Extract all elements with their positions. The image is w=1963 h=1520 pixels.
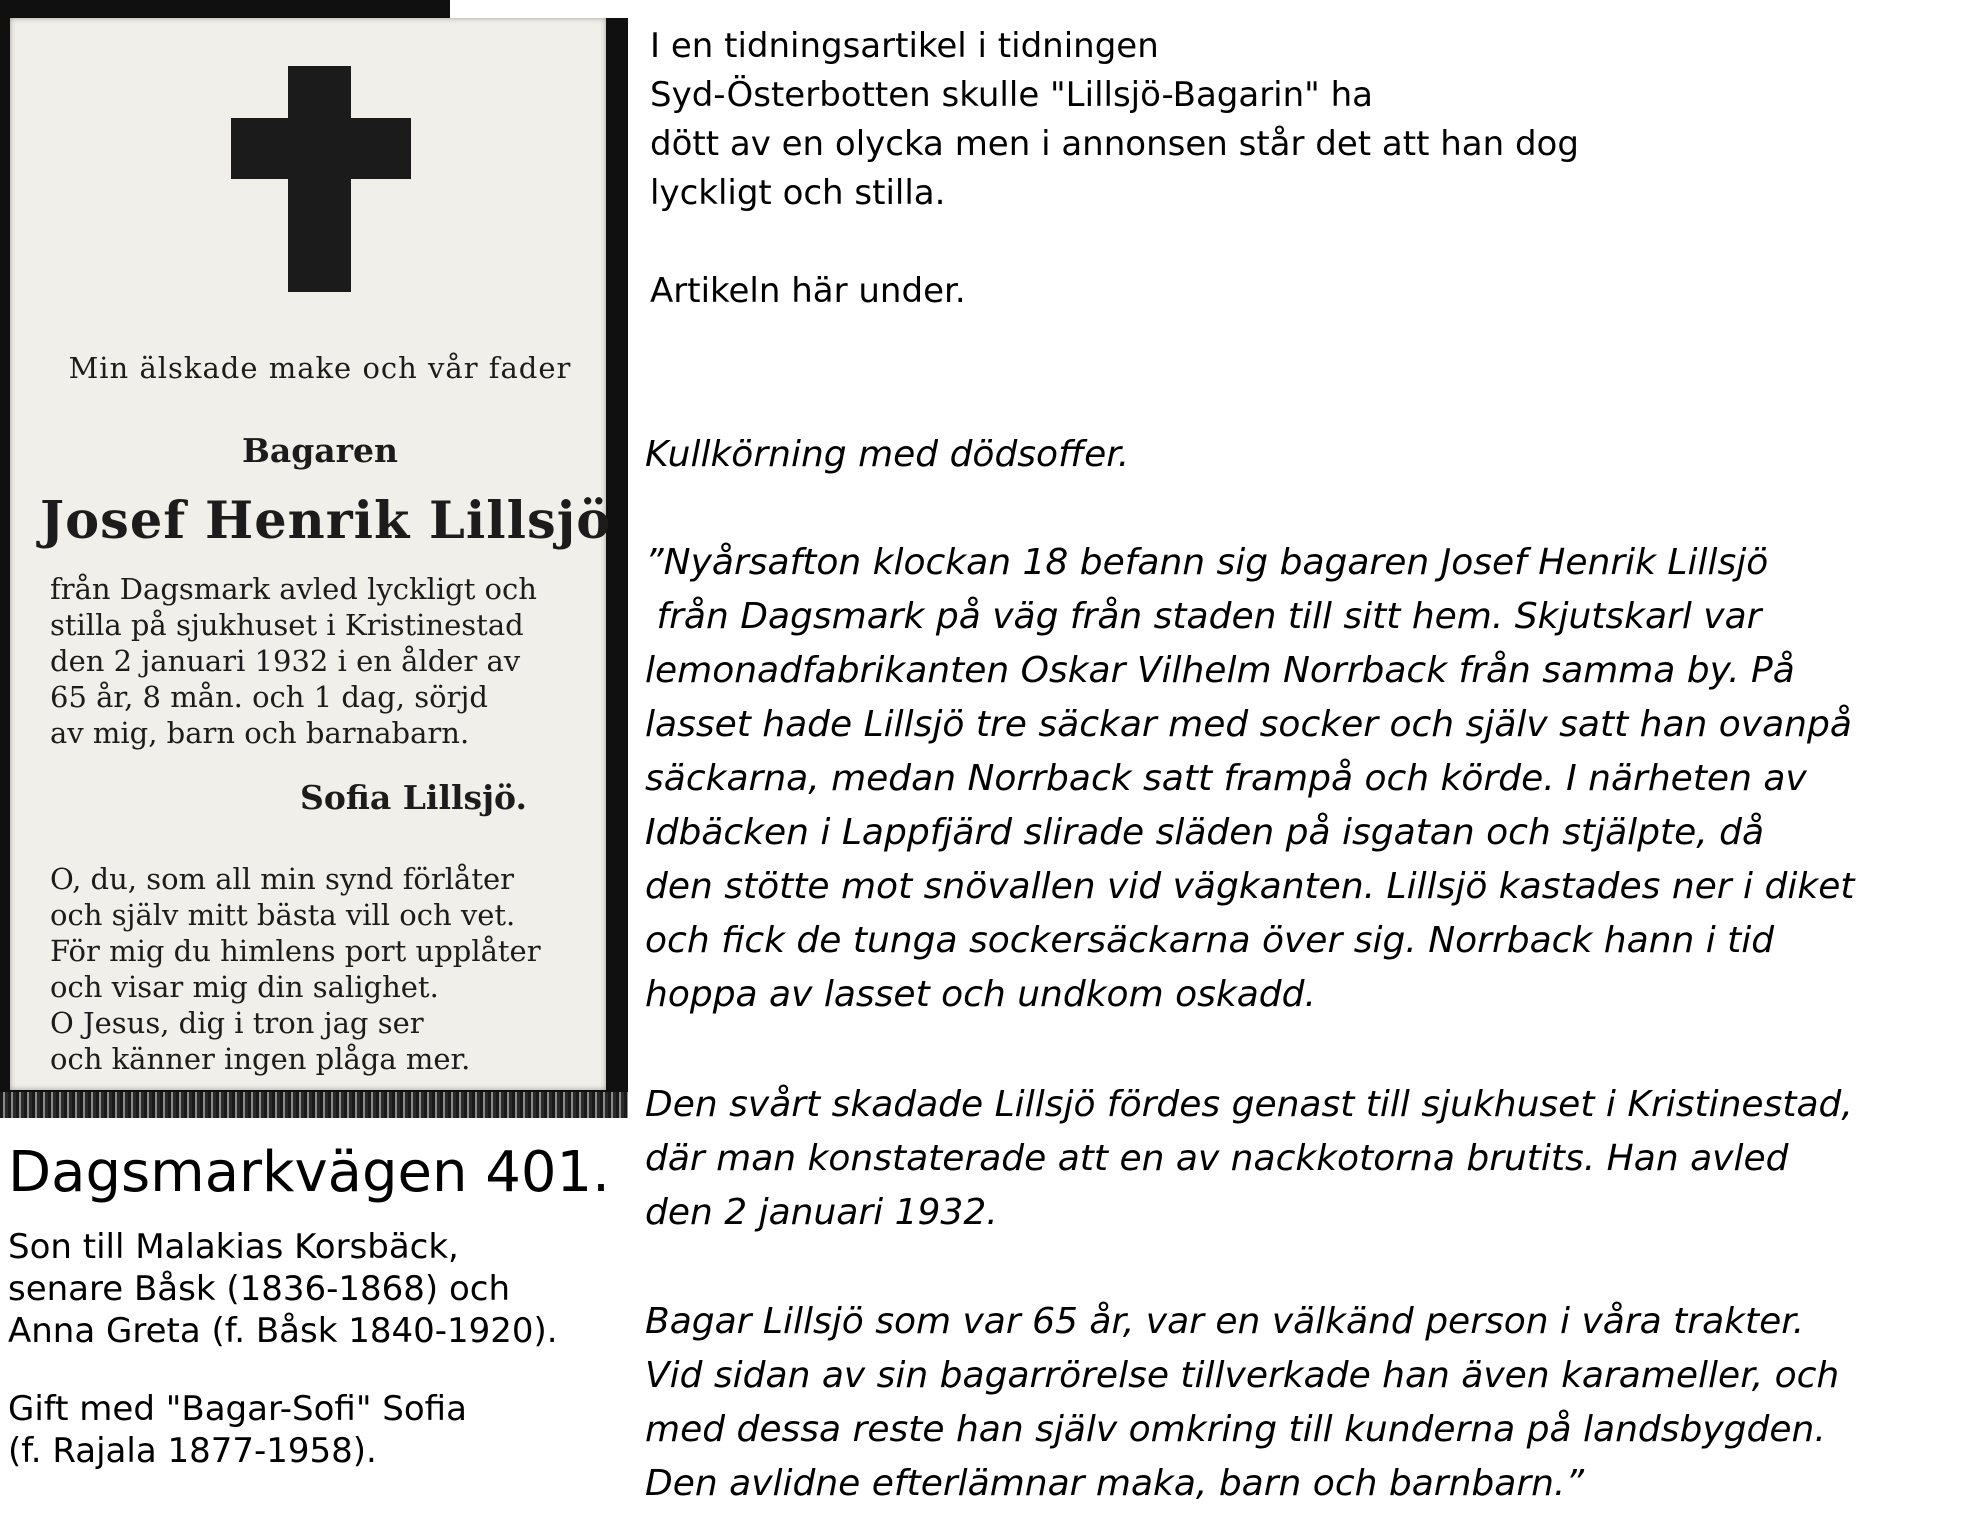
clipping-torn-corner <box>450 0 640 18</box>
caption-line: Anna Greta (f. Båsk 1840-1920). <box>8 1311 558 1351</box>
article-paragraph-3 <box>645 1295 1839 1511</box>
obituary-clipping <box>0 0 628 1118</box>
article-line: Vid sidan av sin bagarrörelse tillverkade han även karameller, och <box>645 1355 1840 1396</box>
address-heading: Dagsmarkvägen 401. <box>8 1140 610 1205</box>
obituary-body-line: 65 år, 8 mån. och 1 dag, sörjd <box>50 680 488 714</box>
article-line: där man konstaterade att en av nackkotorna brutits. Han avled <box>645 1138 1789 1179</box>
obituary-body <box>50 571 610 751</box>
article-line: den 2 januari 1932. <box>645 1192 998 1233</box>
obituary-body-line: stilla på sjukhuset i Kristinestad <box>50 608 524 642</box>
intro-line: dött av en olycka men i annonsen står det att han dog <box>650 124 1579 164</box>
cross-horizontal-bar <box>231 118 411 179</box>
clipping-bottom-edge <box>0 1092 628 1118</box>
obituary-signature: Sofia Lillsjö. <box>300 778 527 817</box>
caption-line: Gift med "Bagar-Sofi" Sofia <box>8 1389 467 1429</box>
intro-line: lyckligt och stilla. <box>650 173 946 213</box>
obituary-body-line: av mig, barn och barnabarn. <box>50 716 470 750</box>
caption-line: senare Båsk (1836-1868) och <box>8 1269 511 1309</box>
spouse-caption <box>8 1388 467 1472</box>
verse-line: och känner ingen plåga mer. <box>50 1042 471 1076</box>
obituary-body-line: den 2 januari 1932 i en ålder av <box>50 644 521 678</box>
article-line: från Dagsmark på väg från staden till sitt hem. Skjutskarl var <box>645 596 1762 637</box>
obituary-title: Bagaren <box>241 431 399 470</box>
cross-vertical-bar <box>288 66 351 292</box>
article-line: Idbäcken i Lappfjärd slirade släden på isgatan och stjälpte, då <box>645 812 1765 853</box>
caption-line: (f. Rajala 1877-1958). <box>8 1431 377 1471</box>
article-line: Den svårt skadade Lillsjö fördes genast till sjukhuset i Kristinestad, <box>645 1084 1853 1125</box>
article-line: Bagar Lillsjö som var 65 år, var en välkänd person i våra trakter. <box>645 1301 1805 1342</box>
article-heading: Kullkörning med dödsoffer. <box>645 434 1130 475</box>
verse-line: och visar mig din salighet. <box>50 970 439 1004</box>
verse-line: O Jesus, dig i tron jag ser <box>50 1006 424 1040</box>
article-line: med dessa reste han själv omkring till kunderna på landsbygden. <box>645 1409 1826 1450</box>
article-line: lemonadfabrikanten Oskar Vilhelm Norrback från samma by. På <box>645 650 1795 691</box>
intro-spacer <box>650 218 1579 267</box>
clipping-paper <box>10 18 612 1090</box>
parents-caption <box>8 1226 558 1352</box>
intro-note: Artikeln här under. <box>650 271 966 311</box>
article-line: ”Nyårsafton klockan 18 befann sig bagaren Josef Henrik Lillsjö <box>645 542 1769 583</box>
article-line: säckarna, medan Norrback satt frampå och körde. I närheten av <box>645 758 1807 799</box>
article-line: och fick de tunga sockersäckarna över sig. Norrback hann i tid <box>645 920 1775 961</box>
cross-icon <box>231 66 411 292</box>
verse-line: O, du, som all min synd förlåter <box>50 862 514 896</box>
intro-line: I en tidningsartikel i tidningen <box>650 26 1159 66</box>
obituary-name: Josef Henrik Lillsjö <box>40 491 612 551</box>
intro-line: Syd-Österbotten skulle "Lillsjö-Bagarin" ha <box>650 75 1373 115</box>
obituary-body-line: från Dagsmark avled lyckligt och <box>50 572 537 606</box>
obituary-verse <box>50 861 610 1077</box>
article-paragraph-1 <box>645 536 1854 1022</box>
caption-line: Son till Malakias Korsbäck, <box>8 1227 459 1267</box>
article-line: den stötte mot snövallen vid vägkanten. Lillsjö kastades ner i diket <box>645 866 1855 907</box>
obituary-intro: Min älskade make och vår fader <box>68 351 572 385</box>
article-paragraph-2 <box>645 1078 1853 1240</box>
article-line: Den avlidne efterlämnar maka, barn och barnbarn.” <box>645 1463 1585 1504</box>
article-line: lasset hade Lillsjö tre säckar med socker och själv satt han ovanpå <box>645 704 1852 745</box>
article-line: hoppa av lasset och undkom oskadd. <box>645 974 1316 1015</box>
verse-line: och själv mitt bästa vill och vet. <box>50 898 516 932</box>
verse-line: För mig du himlens port upplåter <box>50 934 541 968</box>
intro-text <box>650 22 1579 316</box>
